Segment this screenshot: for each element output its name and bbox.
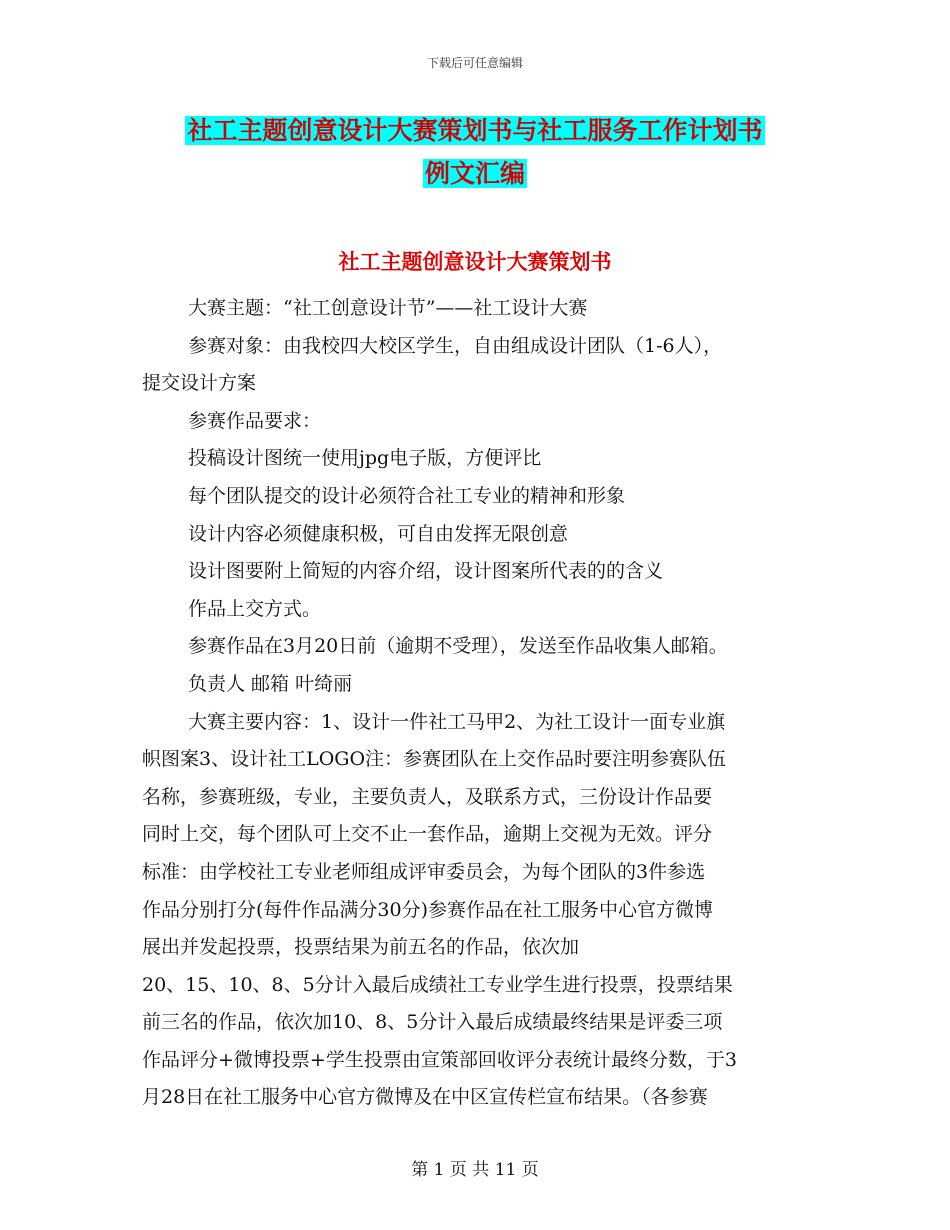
main-title-line-2-text: 例文汇编 (424, 159, 525, 188)
body-line: 作品上交方式。 (188, 597, 322, 620)
body-line: 负责人 邮箱 叶绮丽 (188, 672, 353, 695)
body-line: 月28日在社工服务中心官方微博及在中区宣传栏宣布结果。（各参赛 (142, 1086, 708, 1109)
body-line: 作品分别打分(每件作品满分30分)参赛作品在社工服务中心官方微博 (142, 898, 714, 921)
body-line: 设计内容必须健康积极，可自由发挥无限创意 (188, 522, 569, 545)
header-note: 下载后可任意编辑 (426, 56, 523, 70)
body-line: 帜图案3、设计社工LOGO注：参赛团队在上交作品时要注明参赛队伍 (142, 748, 727, 771)
body-line: 同时上交，每个团队可上交不止一套作品，逾期上交视为无效。评分 (142, 823, 713, 846)
section-title: 社工主题创意设计大赛策划书 (338, 250, 612, 274)
body-line: 大赛主要内容：1、设计一件社工马甲2、为社工设计一面专业旗 (188, 710, 726, 733)
body-line: 20、15、10、8、5分计入最后成绩社工专业学生进行投票，投票结果 (142, 973, 733, 996)
body-line: 投稿设计图统一使用jpg电子版，方便评比 (188, 447, 542, 470)
body-line: 提交设计方案 (142, 372, 257, 395)
body-line: 参赛对象：由我校四大校区学生，自由组成设计团队（1-6人）， (188, 334, 723, 357)
body-line: 作品评分+微博投票+学生投票由宣策部回收评分表统计最终分数，于3 (142, 1048, 737, 1071)
main-title-line-2 (0, 155, 950, 193)
body-line: 每个团队提交的设计必须符合社工专业的精神和形象 (188, 484, 626, 507)
body-line: 标准：由学校社工专业老师组成评审委员会，为每个团队的3件参选 (142, 860, 706, 883)
body-line: 参赛作品要求： (188, 409, 322, 432)
body-line: 前三名的作品，依次加10、8、5分计入最后成绩最终结果是评委三项 (142, 1011, 723, 1034)
body-line: 名称，参赛班级，专业，主要负责人，及联系方式，三份设计作品要 (142, 785, 713, 808)
body-line: 参赛作品在3月20日前（逾期不受理），发送至作品收集人邮箱。 (188, 635, 728, 658)
page-footer: 第 1 页 共 11 页 (411, 1160, 539, 1180)
main-title-line-1 (0, 112, 950, 150)
body-line: 大赛主题：“社工创意设计节”——社工设计大赛 (188, 297, 588, 319)
document-body (142, 290, 832, 1117)
body-line: 设计图要附上简短的内容介绍，设计图案所代表的的含义 (188, 560, 664, 583)
body-line: 展出并发起投票，投票结果为前五名的作品，依次加 (142, 936, 580, 959)
main-title-line-1-text: 社工主题创意设计大赛策划书与社工服务工作计划书 (187, 116, 763, 145)
